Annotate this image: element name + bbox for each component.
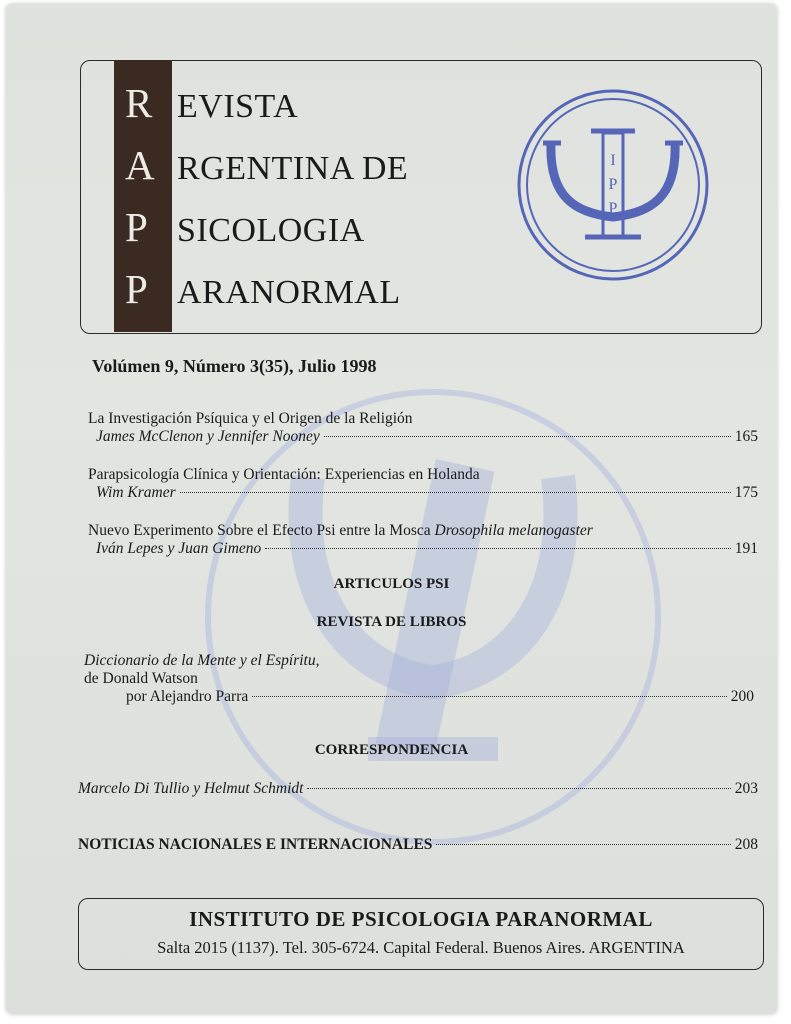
section-revista-libros: REVISTA DE LIBROS — [316, 614, 467, 630]
correspondence-entry — [78, 780, 758, 798]
title-line-3: P SICOLOGIA — [125, 204, 365, 250]
page-number: 175 — [734, 484, 758, 501]
page-number: 191 — [734, 540, 758, 557]
noticias-title: NOTICIAS NACIONALES E INTERNACIONALES — [78, 836, 433, 853]
title-line-1: R EVISTA — [125, 80, 299, 126]
masthead — [80, 60, 762, 334]
dot-leader — [324, 436, 731, 437]
dot-leader — [252, 696, 727, 697]
page-number: 203 — [734, 780, 758, 797]
dot-leader — [436, 844, 730, 845]
page-number: 208 — [734, 836, 758, 853]
article-title-italic: Drosophila melanogaster — [434, 522, 593, 539]
volume-info: Volúmen 9, Número 3(35), Julio 1998 — [92, 356, 377, 376]
section-articulos-psi: ARTICULOS PSI — [333, 576, 450, 592]
book-reviewer: por Alejandro Parra — [126, 688, 249, 705]
article-authors: James McClenon y Jennifer Nooney — [96, 428, 320, 445]
book-title: Diccionario de la Mente y el Espíritu, — [84, 652, 320, 669]
book-review-entry — [84, 652, 754, 706]
logo-letter-1: I — [610, 152, 616, 169]
institute-name: INSTITUTO DE PSICOLOGIA PARANORMAL — [189, 907, 653, 931]
toc-entry — [88, 466, 758, 502]
page-number: 165 — [734, 428, 758, 445]
institute-address: Salta 2015 (1137). Tel. 305-6724. Capital Federal. Buenos Aires. ARGENTINA — [157, 938, 685, 957]
book-author: de Donald Watson — [84, 670, 198, 687]
toc-entry — [88, 522, 758, 558]
correspondence-authors: Marcelo Di Tullio y Helmut Schmidt — [78, 780, 304, 797]
logo-letter-2: P — [608, 176, 618, 193]
section-correspondencia: CORRESPONDENCIA — [314, 742, 469, 758]
dot-leader — [180, 492, 731, 493]
title-line-2: A RGENTINA DE — [125, 142, 409, 188]
dot-leader — [307, 788, 730, 789]
noticias-entry — [78, 836, 758, 854]
publisher-footer — [78, 898, 764, 970]
article-title: Nuevo Experimento Sobre el Efecto Psi entre la Mosca Drosophila melanogaster — [88, 522, 593, 539]
psi-logo-icon — [513, 85, 713, 285]
article-title: Parapsicología Clínica y Orientación: Experiencias en Holanda — [88, 466, 480, 483]
article-authors: Wim Kramer — [96, 484, 176, 501]
toc-entry — [88, 410, 758, 446]
logo-letter-3: P — [608, 200, 618, 217]
dot-leader — [265, 548, 730, 549]
title-line-4: P ARANORMAL — [125, 266, 401, 312]
article-authors: Iván Lepes y Juan Gimeno — [96, 540, 262, 557]
page-number: 200 — [730, 688, 754, 705]
journal-cover — [6, 4, 777, 1014]
article-title: La Investigación Psíquica y el Origen de la Religión — [88, 410, 413, 427]
